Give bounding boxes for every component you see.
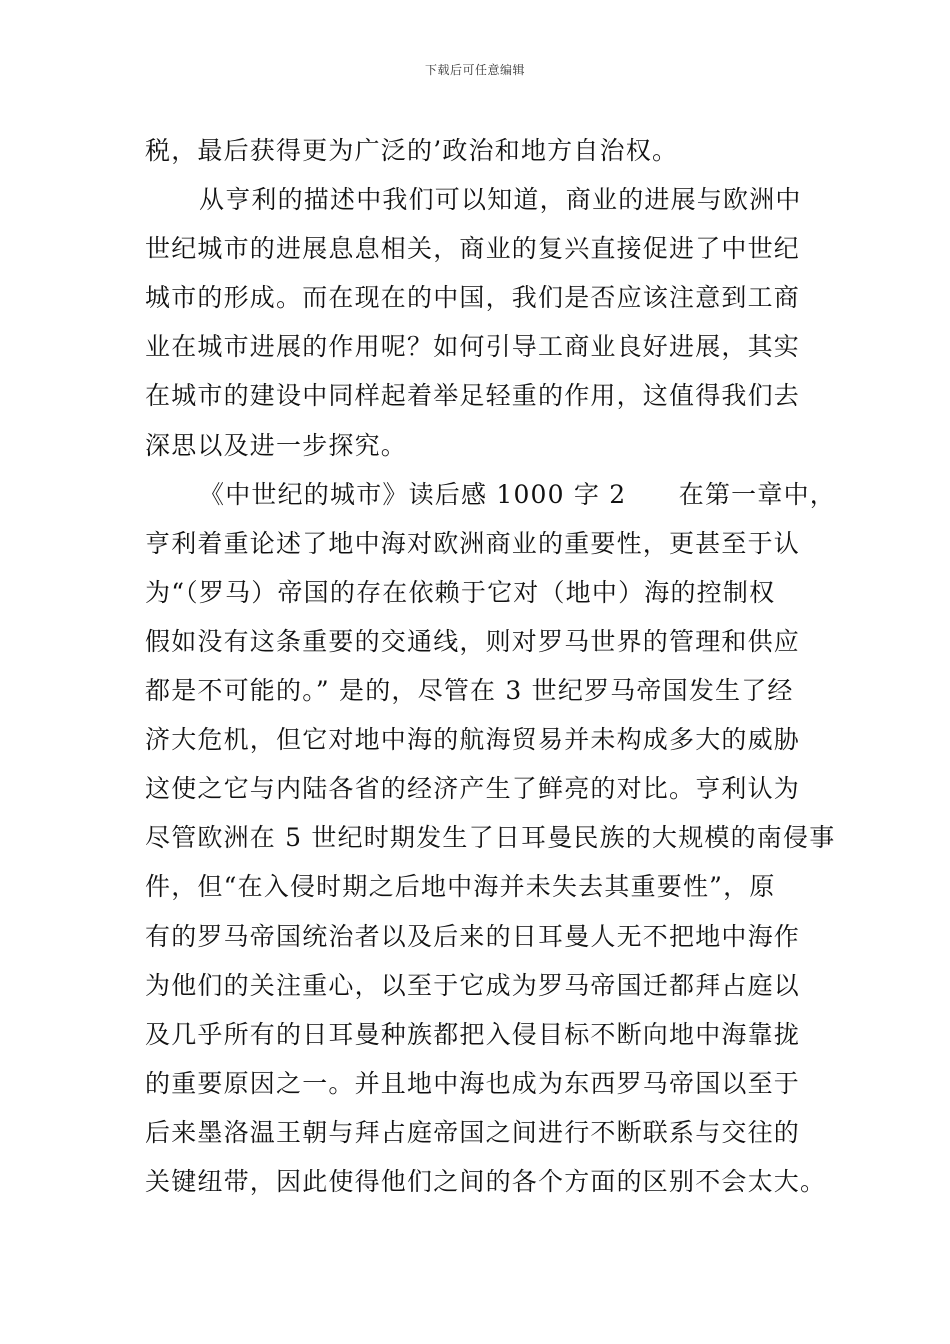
text-line: 关键纽带，因此使得他们之间的各个方面的区别不会太大。	[145, 1166, 827, 1196]
text-line: 在城市的建设中同样起着举足轻重的作用，这值得我们去	[145, 381, 801, 411]
text-line: 城市的形成。而在现在的中国，我们是否应该注意到工商	[145, 283, 801, 313]
body-text	[145, 126, 836, 1206]
text-line: 济大危机，但它对地中海的航海贸易并未构成多大的威胁	[145, 725, 801, 755]
text-line: 《中世纪的城市》读后感 1000 字 2 在第一章中，	[199, 479, 836, 509]
text-line: 亨利着重论述了地中海对欧洲商业的重要性，更甚至于认	[145, 528, 801, 558]
text-line: 为他们的关注重心，以至于它成为罗马帝国迁都拜占庭以	[145, 970, 801, 1000]
text-line: 业在城市进展的作用呢？如何引导工商业良好进展，其实	[145, 332, 801, 362]
text-line: 深思以及进一步探究。	[145, 430, 408, 460]
text-line: 件，但“在入侵时期之后地中海并未失去其重要性”，原	[145, 872, 776, 902]
text-line: 有的罗马帝国统治者以及后来的日耳曼人无不把地中海作	[145, 921, 801, 951]
text-line: 从亨利的描述中我们可以知道，商业的进展与欧洲中	[199, 185, 802, 215]
text-line: 后来墨洛温王朝与拜占庭帝国之间进行不断联系与交往的	[145, 1117, 801, 1147]
text-line: 的重要原因之一。并且地中海也成为东西罗马帝国以至于	[145, 1068, 801, 1098]
text-line: 世纪城市的进展息息相关，商业的复兴直接促进了中世纪	[145, 234, 801, 264]
text-line: 都是不可能的。” 是的，尽管在 3 世纪罗马帝国发生了经	[145, 676, 794, 706]
text-line: 假如没有这条重要的交通线，则对罗马世界的管理和供应	[145, 626, 801, 656]
text-line: 为“（罗马）帝国的存在依赖于它对（地中）海的控制权	[145, 577, 776, 607]
text-line: 税，最后获得更为广泛的’政治和地方自治权。	[145, 136, 679, 165]
text-line: 这使之它与内陆各省的经济产生了鲜亮的对比。亨利认为	[145, 774, 801, 804]
page-header: 下载后可任意编辑	[424, 63, 525, 77]
text-line: 及几乎所有的日耳曼种族都把入侵目标不断向地中海靠拢	[145, 1019, 801, 1049]
text-line: 尽管欧洲在 5 世纪时期发生了日耳曼民族的大规模的南侵事	[145, 823, 836, 853]
